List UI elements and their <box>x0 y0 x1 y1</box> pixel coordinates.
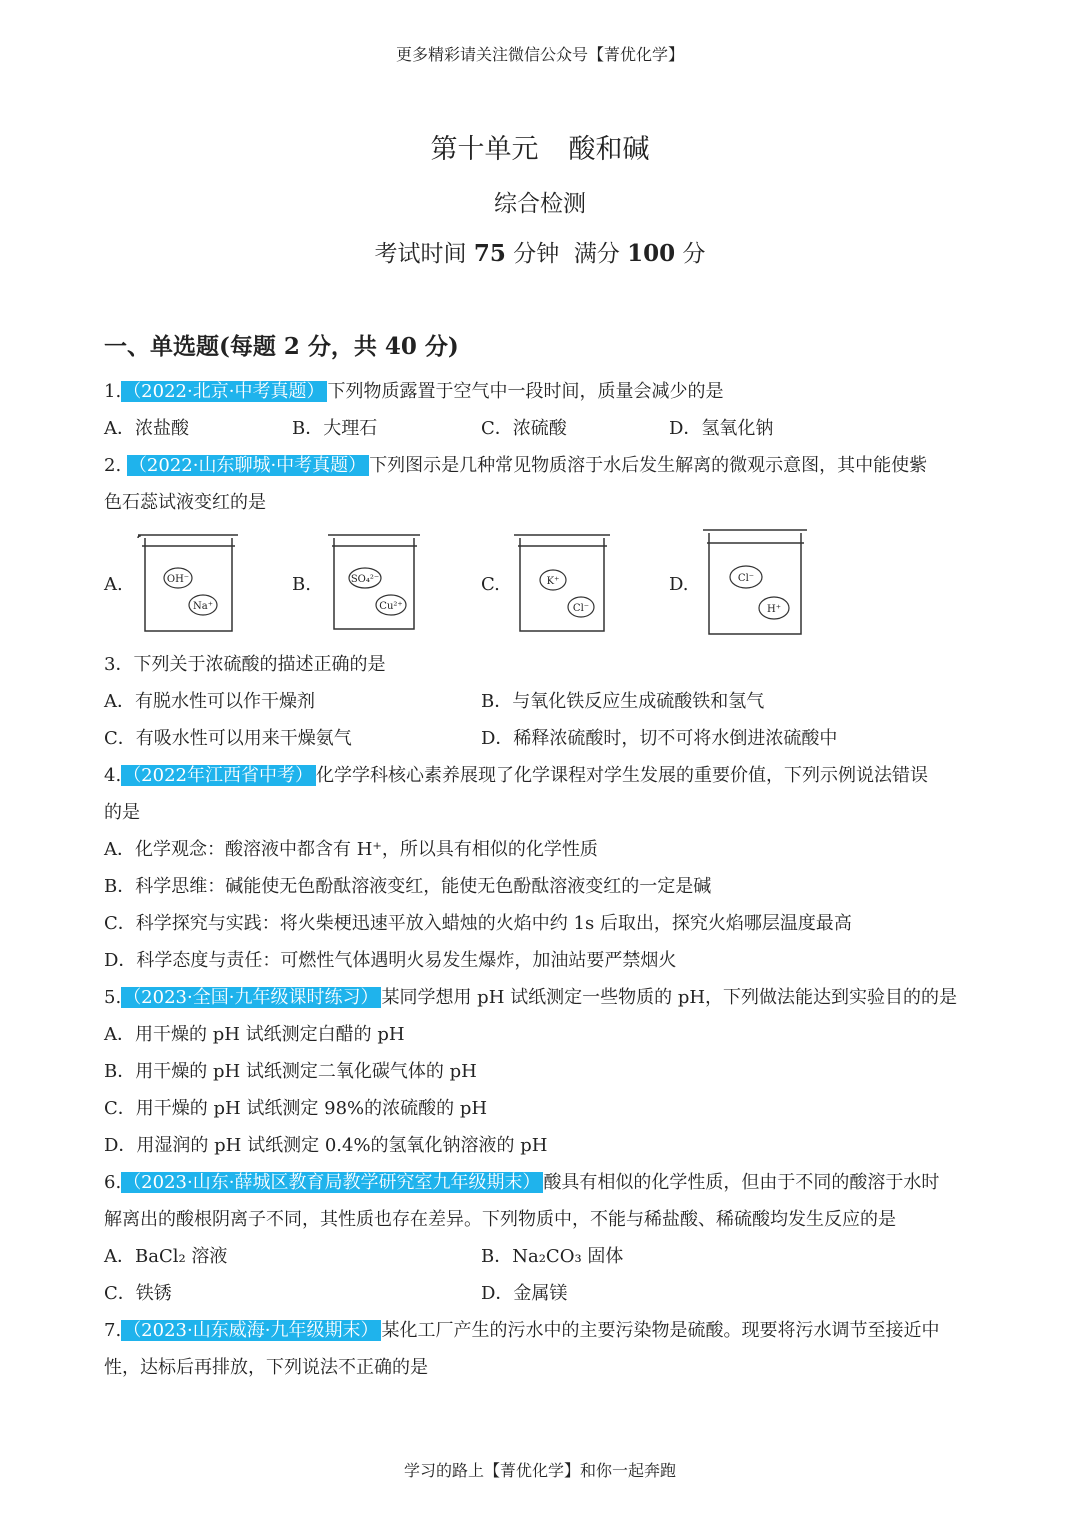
q3-option-d: D．稀释浓硫酸时，切不可将水倒进浓硫酸中 <box>481 728 838 749</box>
source-tag[interactable]: （2023·山东·薛城区教育局教学研究室九年级期末） <box>121 1172 543 1193</box>
q6-option-b: B．Na₂CO₃ 固体 <box>481 1246 624 1267</box>
q3-option-a: A．有脱水性可以作干燥剂 <box>104 691 315 712</box>
question-1: 1. （2022·北京·中考真题） 下列物质露置于空气中一段时间，质量会减少的是 <box>104 381 724 402</box>
q3-option-c: C．有吸水性可以用来干燥氨气 <box>104 728 352 749</box>
unit-topic: 酸和碱 <box>568 134 650 165</box>
q4-option-a: A．化学观念：酸溶液中都含有 H⁺，所以具有相似的化学性质 <box>104 839 598 860</box>
q2-option-d-label: D. <box>669 574 689 595</box>
question-3: 3．下列关于浓硫酸的描述正确的是 <box>104 654 386 675</box>
question-6-cont: 解离出的酸根阴离子不同，其性质也存在差异。下列物质中，不能与稀盐酸、稀硫酸均发生反应的是 <box>104 1209 896 1230</box>
question-4: 4. （2022年江西省中考） 化学学科核心素养展现了化学课程对学生发展的重要价值，下列示例说法错误 <box>104 765 928 786</box>
q3-option-b: B．与氧化铁反应生成硫酸铁和氢气 <box>481 691 765 712</box>
page-header: 更多精彩请关注微信公众号【菁优化学】 <box>395 45 684 64</box>
q6-option-d: D．金属镁 <box>481 1283 568 1304</box>
q2-option-a-label: A. <box>104 574 123 595</box>
q1-option-b: B．大理石 <box>292 418 378 439</box>
beaker-b <box>325 532 423 634</box>
question-7: 7. （2023·山东威海·九年级期末） 某化工厂产生的污水中的主要污染物是硫酸。现要将污水调节至接近中 <box>104 1320 940 1341</box>
ion-label: OH⁻ <box>166 574 190 585</box>
ion-label: K⁺ <box>546 576 560 587</box>
source-tag[interactable]: （2023·山东威海·九年级期末） <box>121 1320 381 1341</box>
source-tag[interactable]: （2022·山东聊城·中考真题） <box>127 455 369 476</box>
question-2-cont: 色石蕊试液变红的是 <box>104 492 266 513</box>
question-6: 6. （2023·山东·薛城区教育局教学研究室九年级期末） 酸具有相似的化学性质，但由于不同的酸溶于水时 <box>104 1172 940 1193</box>
q4-option-d: D．科学态度与责任：可燃性气体遇明火易发生爆炸，加油站要严禁烟火 <box>104 950 677 971</box>
q6-option-a: A．BaCl₂ 溶液 <box>104 1246 228 1267</box>
question-7-cont: 性，达标后再排放，下列说法不正确的是 <box>104 1357 428 1378</box>
source-tag[interactable]: （2022年江西省中考） <box>121 765 316 786</box>
ion-label: H⁺ <box>767 604 781 615</box>
page-footer: 学习的路上【菁优化学】和你一起奔跑 <box>403 1461 676 1480</box>
q6-option-c: C．铁锈 <box>104 1283 172 1304</box>
beaker-a <box>135 532 241 636</box>
question-2: 2. （2022·山东聊城·中考真题） 下列图示是几种常见物质溶于水后发生解离的微观示意图，其中能使紫 <box>104 455 928 476</box>
ion-label: SO₄²⁻ <box>350 574 380 585</box>
source-tag[interactable]: （2023·全国·九年级课时练习） <box>121 987 381 1008</box>
question-5: 5. （2023·全国·九年级课时练习） 某同学想用 pH 试纸测定一些物质的 pH，下列做法能达到实验目的的是 <box>104 987 958 1008</box>
q4-option-c: C．科学探究与实践：将火柴梗迅速平放入蜡烛的火焰中约 1s 后取出，探究火焰哪层温度最高 <box>104 913 852 934</box>
ion-label: Na⁺ <box>193 601 213 612</box>
section-heading: 一、单选题(每题 2 分，共 40 分) <box>104 333 459 360</box>
q5-option-d: D．用湿润的 pH 试纸测定 0.4%的氢氧化钠溶液的 pH <box>104 1135 548 1156</box>
ion-label: Cl⁻ <box>737 573 755 584</box>
question-4-cont: 的是 <box>104 802 140 823</box>
ion-label: Cl⁻ <box>572 603 590 614</box>
q5-option-c: C．用干燥的 pH 试纸测定 98%的浓硫酸的 pH <box>104 1098 488 1119</box>
source-tag[interactable]: （2022·北京·中考真题） <box>121 381 327 402</box>
unit-label: 第十单元 <box>430 134 539 165</box>
q2-option-c-label: C. <box>481 574 500 595</box>
q4-option-b: B．科学思维：碱能使无色酚酞溶液变红，能使无色酚酞溶液变红的一定是碱 <box>104 876 712 897</box>
q1-option-d: D．氢氧化钠 <box>669 418 774 439</box>
page-subtitle: 综合检测 <box>494 191 586 217</box>
q1-option-c: C．浓硫酸 <box>481 418 567 439</box>
q2-option-b-label: B. <box>292 574 311 595</box>
page-title <box>0 132 1080 168</box>
q5-option-b: B．用干燥的 pH 试纸测定二氧化碳气体的 pH <box>104 1061 477 1082</box>
exam-info: 考试时间 75 分钟 满分 100 分 <box>374 240 706 267</box>
q1-option-a: A．浓盐酸 <box>104 418 189 439</box>
beaker-d <box>700 527 810 639</box>
beaker-c <box>511 532 613 636</box>
q5-option-a: A．用干燥的 pH 试纸测定白醋的 pH <box>104 1024 405 1045</box>
ion-label: Cu²⁺ <box>379 601 403 612</box>
